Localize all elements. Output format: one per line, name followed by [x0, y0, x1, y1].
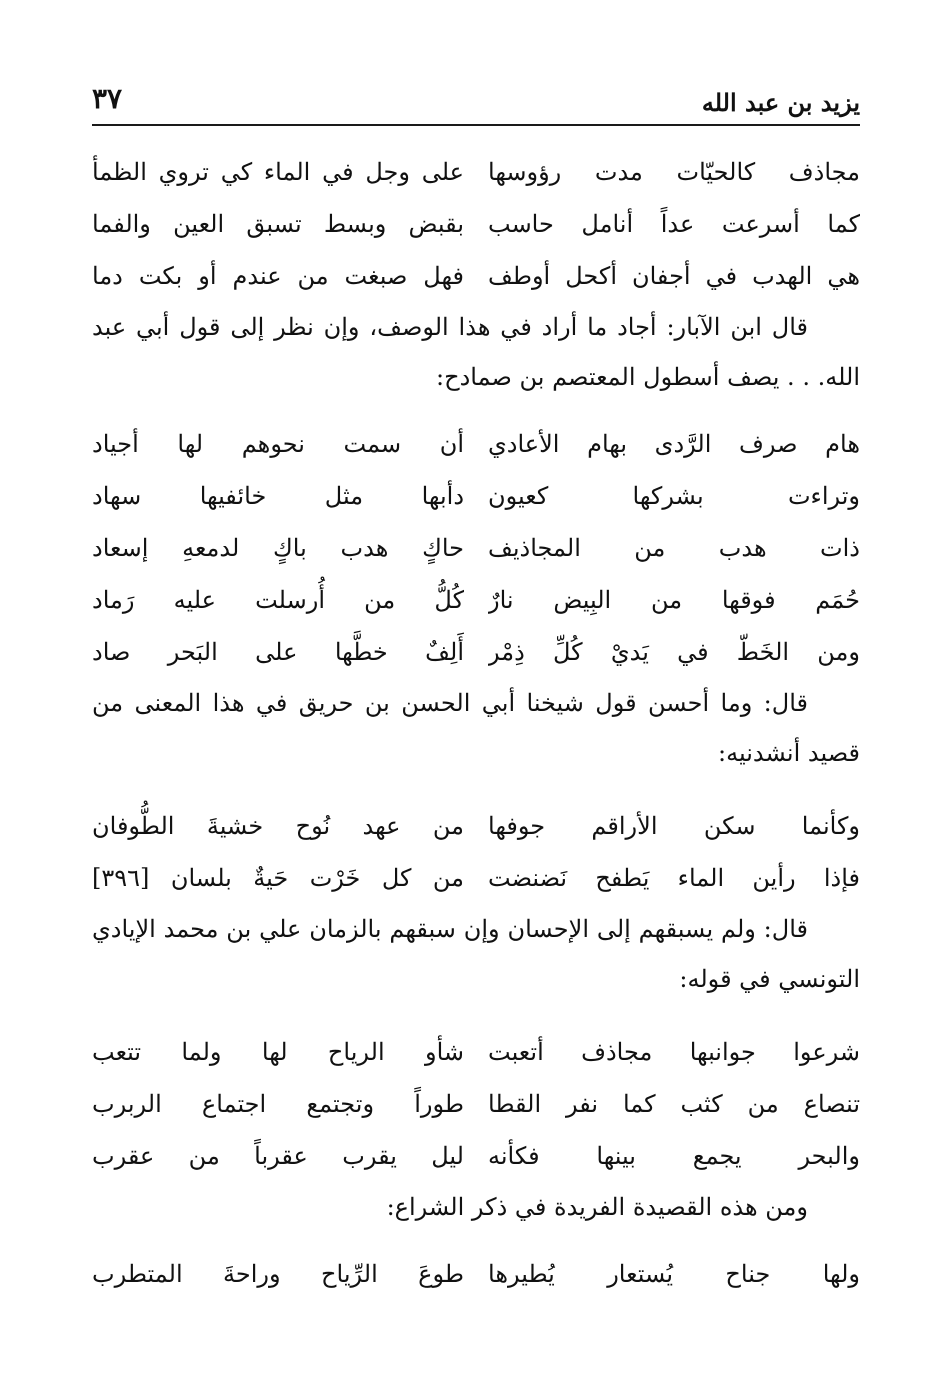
verse-line [92, 470, 860, 522]
first-hemistich: شرعوا جوانبها مجاذف أتعبت [488, 1038, 860, 1066]
spacer [92, 1232, 860, 1248]
second-hemistich: شأو الرياح لها ولما تتعب [92, 1038, 464, 1066]
second-hemistich: من عهد نُوح خشيةَ الطُّوفان [92, 812, 464, 840]
verse-line [92, 852, 860, 904]
verse-line [92, 522, 860, 574]
verse-line [92, 1130, 860, 1182]
second-hemistich: ليل يقرب عقرباً من عقرب [92, 1142, 464, 1170]
first-hemistich: مجاذف كالحيّات مدت رؤوسها [488, 158, 860, 186]
second-hemistich: من كل خَرْت حَيةٌ بلسان [٣٩٦] [92, 864, 464, 892]
second-hemistich: طوعَ الرِّياح وراحةَ المتطرب [92, 1260, 464, 1288]
prose-paragraph: قال ابن الآبار: أجاد ما أراد في هذا الوصف، وإن نظر إلى قول أبي عبد الله. . . يصف أسطول المعتصم بن صمادح: [92, 313, 860, 391]
verse-line [92, 250, 860, 302]
verse-line [92, 800, 860, 852]
first-hemistich: ولها جناح يُستعار يُطيرها [488, 1260, 860, 1288]
verse-line [92, 1026, 860, 1078]
second-hemistich: بقبض وبسط تسبق العين والفما [92, 210, 464, 238]
first-hemistich: كما أسرعت عداً أنامل حاسب [488, 210, 860, 238]
page-header [92, 78, 860, 126]
second-hemistich: حاكٍ هدب باكٍ لدمعهِ إسعاد [92, 534, 464, 562]
first-hemistich: تنصاع من كثب كما نفر القطا [488, 1090, 860, 1118]
verse-line [92, 1248, 860, 1300]
prose-paragraph: قال: وما أحسن قول شيخنا أبي الحسن بن حريق في هذا المعنى من قصيد أنشدنيه: [92, 689, 860, 767]
second-hemistich: فهل صبغت من عندم أو بكت دما [92, 262, 464, 290]
second-hemistich: طوراً وتجتمع اجتماع الربرب [92, 1090, 464, 1118]
first-hemistich: هام صرف الرَّدى بهام الأعادي [488, 430, 860, 458]
second-hemistich: على وجل في الماء كي تروي الظمأ [92, 158, 464, 186]
poem-block-5 [92, 1248, 860, 1300]
poem-block-3 [92, 800, 860, 904]
running-title: يزيد بن عبد الله [701, 88, 860, 117]
first-hemistich: وكأنما سكن الأراقم جوفها [488, 812, 860, 840]
spacer [92, 1004, 860, 1026]
second-hemistich: أَلِفٌ خطَّها على البَحر صاد [92, 638, 464, 666]
first-hemistich: فإذا رأين الماء يَطفح نَضنضت [488, 864, 860, 892]
page-number: ٣٧ [92, 82, 123, 115]
first-hemistich: هي الهدب في أجفان أكحل أوطف [488, 262, 860, 290]
poem-block-4 [92, 1026, 860, 1182]
verse-line [92, 626, 860, 678]
first-hemistich: وتراءت بشركها كعيون [488, 482, 860, 510]
verse-line [92, 418, 860, 470]
second-hemistich: دأبها مثل خائفيها سهاد [92, 482, 464, 510]
first-hemistich: والبحر يجمع بينها فكأنه [488, 1142, 860, 1170]
verse-line [92, 146, 860, 198]
prose-paragraph: ومن هذه القصيدة الفريدة في ذكر الشراع: [386, 1193, 808, 1221]
first-hemistich: ذات هدب من المجاذيف [488, 534, 860, 562]
spacer [92, 778, 860, 800]
second-hemistich: أن سمت نحوهم لها أجياد [92, 430, 464, 458]
verse-line [92, 1078, 860, 1130]
second-hemistich: كُلُّ من أُرسلت عليه رَماد [92, 586, 464, 614]
first-hemistich: حُمَم فوقها من البِيض نارٌ [488, 586, 860, 614]
verse-line [92, 574, 860, 626]
page-body [92, 146, 860, 1300]
first-hemistich: ومن الخَطّ في يَديْ كُلِّ ذِمْر [488, 638, 860, 666]
poem-block-2 [92, 418, 860, 678]
prose-paragraph: قال: ولم يسبقهم إلى الإحسان وإن سبقهم بالزمان علي بن محمد الإيادي التونسي في قوله: [92, 915, 860, 993]
verse-line [92, 198, 860, 250]
poem-block-1 [92, 146, 860, 302]
spacer [92, 402, 860, 418]
